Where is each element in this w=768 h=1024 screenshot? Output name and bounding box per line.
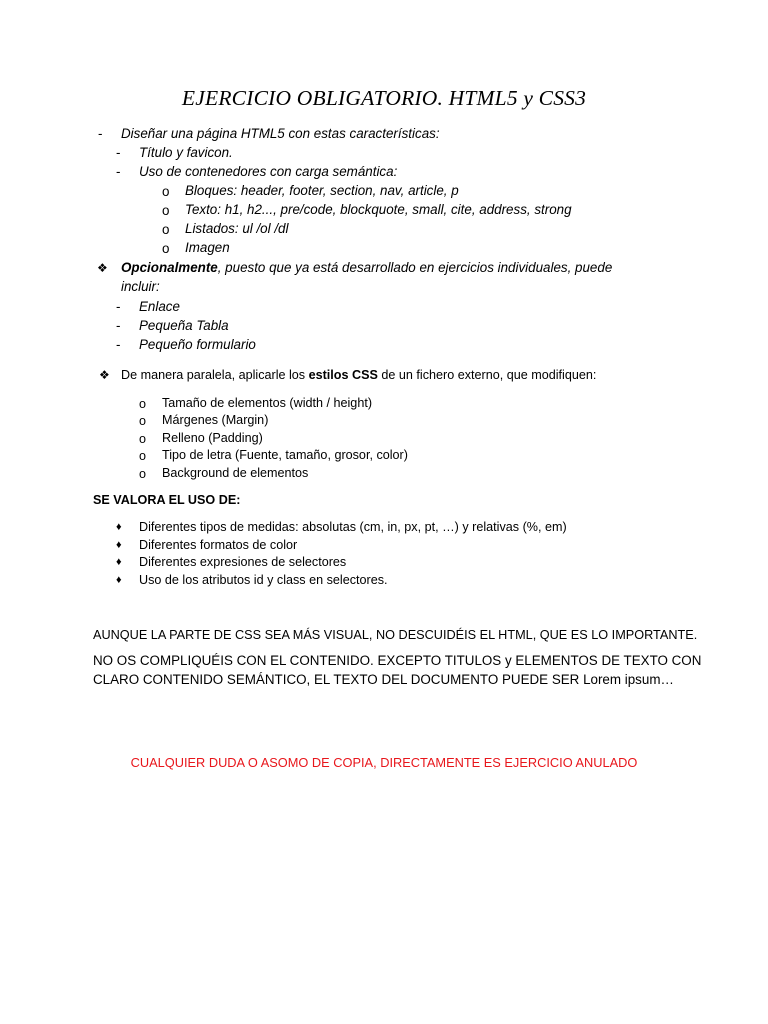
fleur-bullet: ❖ — [99, 368, 110, 382]
content-note-line-2: CLARO CONTENIDO SEMÁNTICO, EL TEXTO DEL DOCUMENTO PUEDE SER Lorem ipsum… — [93, 672, 674, 687]
o-bullet: o — [139, 432, 147, 446]
sub-item: Título y favicon. — [139, 145, 233, 160]
diamond-bullet: ♦ — [116, 556, 122, 568]
css-suffix: de un fichero externo, que modifiquen: — [377, 368, 597, 382]
container-item: Texto: h1, h2..., pre/code, blockquote, small, cite, address, strong — [185, 202, 572, 217]
css-item: Tipo de letra (Fuente, tamaño, grosor, color) — [162, 448, 408, 462]
diamond-bullet: ♦ — [116, 521, 122, 533]
o-bullet: o — [139, 449, 147, 463]
sub-item: Uso de contenedores con carga semántica: — [139, 164, 398, 179]
copy-warning: CUALQUIER DUDA O ASOMO DE COPIA, DIRECTAMENTE ES EJERCICIO ANULADO — [130, 755, 638, 770]
css-bold: estilos CSS — [308, 368, 378, 382]
css-prefix: De manera paralela, aplicarle los — [121, 368, 309, 382]
container-item: Listados: ul /ol /dl — [185, 221, 289, 236]
o-bullet: o — [162, 203, 170, 218]
o-bullet: o — [162, 222, 170, 237]
optional-rest: , puesto que ya está desarrollado en ejercicios individuales, puede — [217, 260, 613, 275]
valora-item: Diferentes tipos de medidas: absolutas (cm, in, px, pt, …) y relativas (%, em) — [139, 520, 567, 534]
html-importance-note: AUNQUE LA PARTE DE CSS SEA MÁS VISUAL, NO DESCUIDÉIS EL HTML, QUE ES LO IMPORTANTE. — [93, 628, 698, 642]
css-line — [121, 367, 596, 383]
fleur-bullet: ❖ — [97, 261, 108, 275]
optional-item: Pequeño formulario — [139, 337, 256, 352]
optional-item: Enlace — [139, 299, 180, 314]
valora-heading: SE VALORA EL USO DE: — [93, 493, 241, 507]
valora-item: Diferentes formatos de color — [139, 538, 298, 552]
o-bullet: o — [139, 414, 147, 428]
o-bullet: o — [139, 467, 147, 481]
content-note-line-1: NO OS COMPLIQUÉIS CON EL CONTENIDO. EXCEPTO TITULOS y ELEMENTOS DE TEXTO CON — [93, 653, 702, 668]
valora-item: Uso de los atributos id y class en selectores. — [139, 573, 388, 587]
container-item: Bloques: header, footer, section, nav, article, p — [185, 183, 459, 198]
dash-bullet: - — [116, 164, 121, 179]
o-bullet: o — [162, 184, 170, 199]
diamond-bullet: ♦ — [116, 539, 122, 551]
dash-bullet: - — [116, 145, 121, 160]
o-bullet: o — [139, 397, 147, 411]
css-item: Relleno (Padding) — [162, 431, 263, 445]
optional-line-2: incluir: — [121, 279, 160, 294]
document-title: EJERCICIO OBLIGATORIO. HTML5 y CSS3 — [181, 86, 587, 110]
diamond-bullet: ♦ — [116, 574, 122, 586]
css-item: Background de elementos — [162, 466, 309, 480]
dash-bullet: - — [116, 299, 121, 314]
o-bullet: o — [162, 241, 170, 256]
css-item: Márgenes (Margin) — [162, 413, 269, 427]
valora-item: Diferentes expresiones de selectores — [139, 555, 347, 569]
optional-line — [121, 260, 612, 276]
optional-item: Pequeña Tabla — [139, 318, 229, 333]
css-item: Tamaño de elementos (width / height) — [162, 396, 373, 410]
optional-bold: Opcionalmente — [121, 260, 218, 275]
dash-bullet: - — [116, 337, 121, 352]
dash-bullet: - — [98, 126, 103, 141]
design-line: Diseñar una página HTML5 con estas características: — [121, 126, 440, 141]
dash-bullet: - — [116, 318, 121, 333]
container-item: Imagen — [185, 240, 230, 255]
